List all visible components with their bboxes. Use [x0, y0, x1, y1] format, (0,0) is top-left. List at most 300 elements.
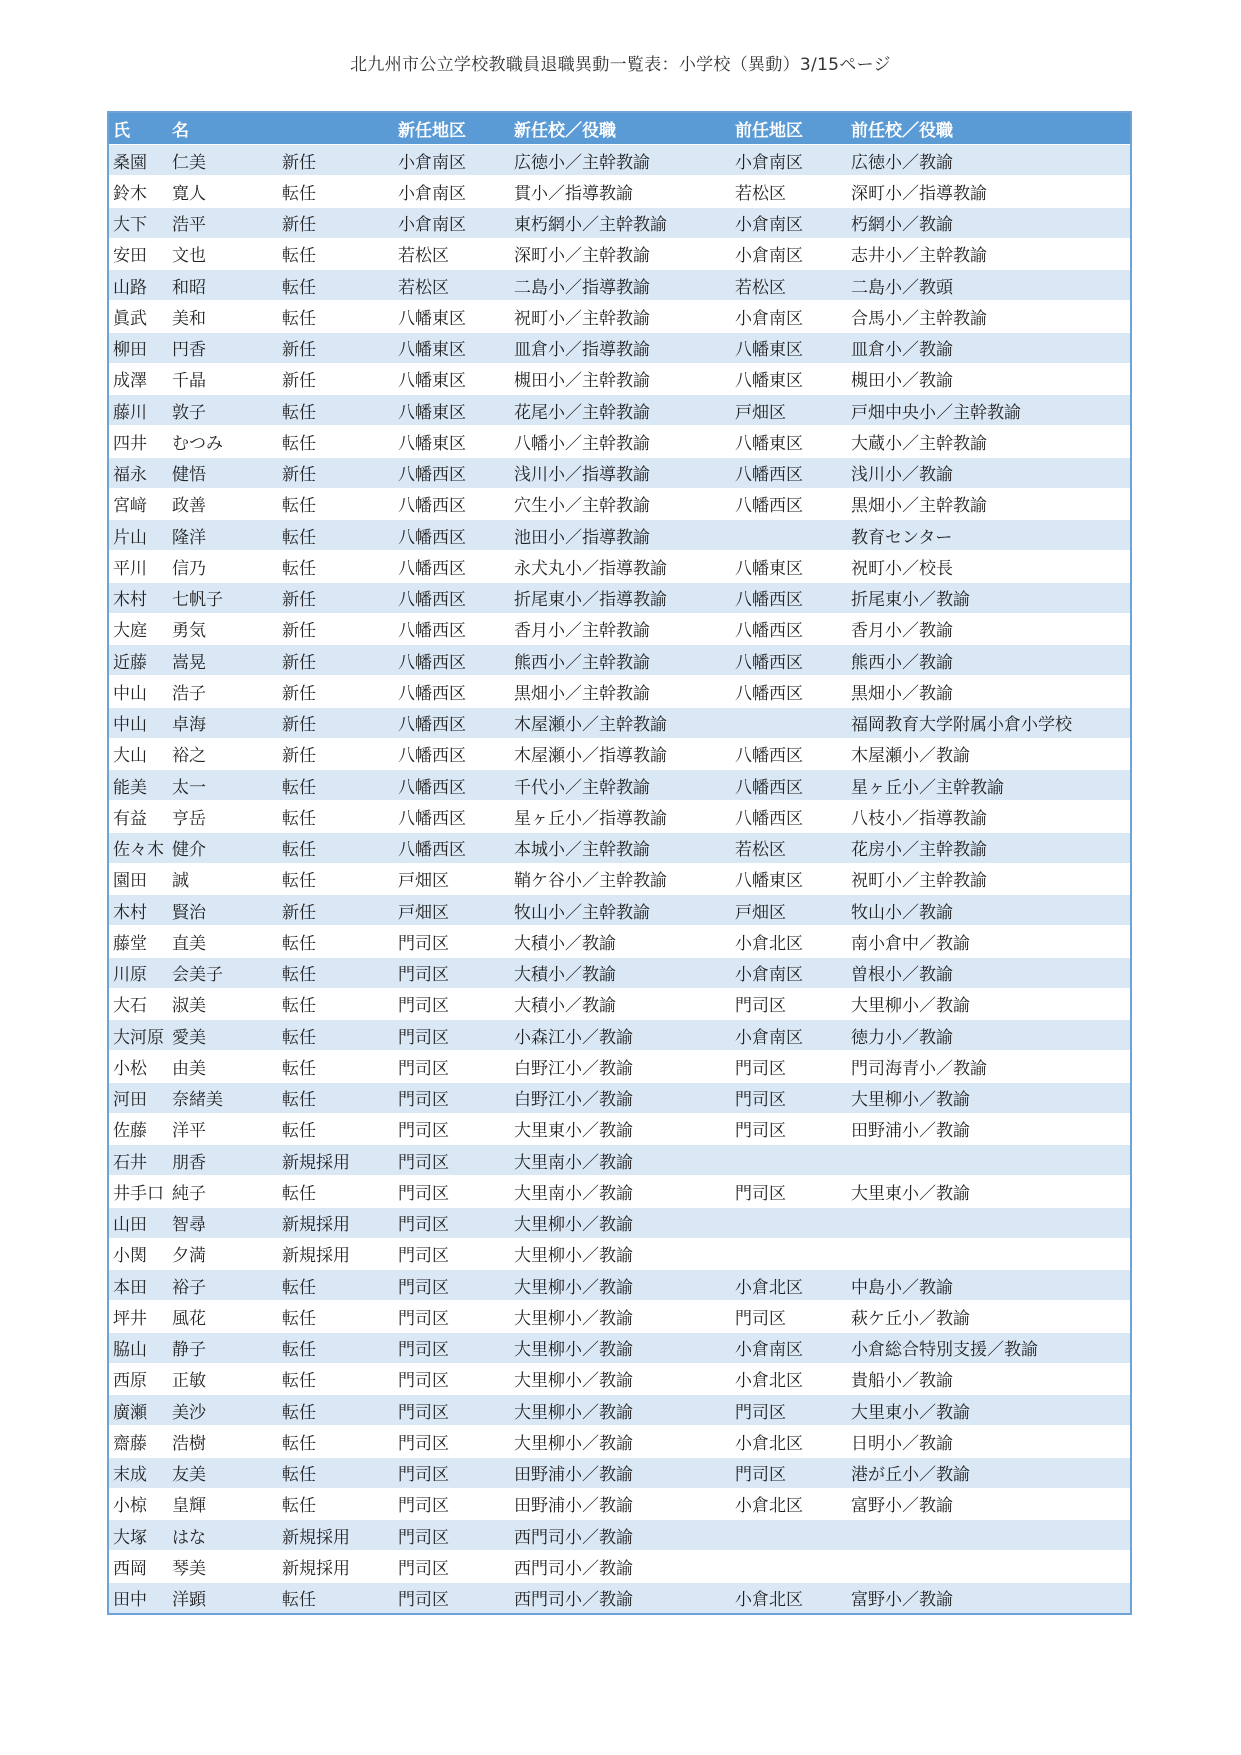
cell-sei: 木村 — [113, 902, 147, 923]
cell-kubun: 転任 — [282, 1058, 316, 1079]
cell-prev-school: 広徳小／教諭 — [851, 152, 953, 173]
cell-new-school: 大里南小／教諭 — [514, 1183, 633, 1204]
cell-prev-school: 香月小／教諭 — [851, 621, 953, 642]
cell-mei: 浩樹 — [172, 1433, 206, 1454]
cell-mei: 琴美 — [172, 1558, 206, 1579]
page-title: 北九州市公立学校教職員退職異動一覧表：小学校（異動）3/15ページ — [350, 55, 891, 75]
cell-kubun: 新任 — [282, 340, 316, 361]
cell-kubun: 新任 — [282, 371, 316, 392]
cell-new-school: 白野江小／教諭 — [514, 1058, 633, 1079]
cell-mei: 朋香 — [172, 1152, 206, 1173]
cell-new-school: 星ヶ丘小／指導教諭 — [514, 808, 667, 829]
cell-prev-area: 八幡東区 — [735, 871, 803, 892]
cell-new-school: 西門司小／教諭 — [514, 1527, 633, 1548]
cell-mei: 政善 — [172, 496, 206, 517]
cell-kubun: 新規採用 — [282, 1527, 350, 1548]
table-body — [109, 144, 1130, 1613]
cell-new-school: 大里東小／教諭 — [514, 1121, 633, 1142]
cell-kubun: 転任 — [282, 1590, 316, 1611]
cell-new-school: 池田小／指導教諭 — [514, 527, 650, 548]
cell-new-area: 小倉南区 — [398, 215, 466, 236]
table-row — [109, 1394, 1130, 1425]
table-row — [109, 769, 1130, 800]
cell-prev-school: 萩ケ丘小／教諭 — [851, 1308, 970, 1329]
cell-sei: 有益 — [113, 808, 147, 829]
cell-new-school: 西門司小／教諭 — [514, 1590, 633, 1611]
cell-new-school: 大里柳小／教諭 — [514, 1277, 633, 1298]
cell-mei: 智尋 — [172, 1215, 206, 1236]
cell-new-area: 門司区 — [398, 1027, 449, 1048]
table-row — [109, 863, 1130, 894]
cell-prev-area: 門司区 — [735, 1183, 786, 1204]
table-row — [109, 144, 1130, 175]
cell-prev-school: 門司海青小／教諭 — [851, 1058, 987, 1079]
cell-mei: 正敏 — [172, 1371, 206, 1392]
cell-mei: 誠 — [172, 871, 189, 892]
cell-new-area: 八幡西区 — [398, 590, 466, 611]
cell-kubun: 転任 — [282, 871, 316, 892]
cell-new-area: 門司区 — [398, 1215, 449, 1236]
cell-prev-area: 門司区 — [735, 1402, 786, 1423]
cell-prev-school: 祝町小／主幹教諭 — [851, 871, 987, 892]
cell-new-school: 大里柳小／教諭 — [514, 1215, 633, 1236]
cell-new-school: 木屋瀬小／主幹教諭 — [514, 715, 667, 736]
cell-mei: 静子 — [172, 1340, 206, 1361]
cell-new-school: 八幡小／主幹教諭 — [514, 433, 650, 454]
cell-mei: 嵩晃 — [172, 652, 206, 673]
cell-sei: 小椋 — [113, 1496, 147, 1517]
cell-prev-school: 南小倉中／教諭 — [851, 933, 970, 954]
cell-new-area: 八幡西区 — [398, 840, 466, 861]
cell-mei: 直美 — [172, 933, 206, 954]
table-row — [109, 1425, 1130, 1456]
table-row — [109, 519, 1130, 550]
cell-sei: 大山 — [113, 746, 147, 767]
cell-sei: 川原 — [113, 965, 147, 986]
cell-new-school: 鞘ケ谷小／主幹教諭 — [514, 871, 667, 892]
cell-prev-area: 八幡東区 — [735, 340, 803, 361]
cell-kubun: 転任 — [282, 183, 316, 204]
cell-prev-school: 皿倉小／教諭 — [851, 340, 953, 361]
cell-mei: 勇気 — [172, 621, 206, 642]
table-row — [109, 894, 1130, 925]
cell-mei: 和昭 — [172, 277, 206, 298]
cell-prev-area: 戸畑区 — [735, 902, 786, 923]
cell-new-area: 門司区 — [398, 1558, 449, 1579]
cell-sei: 成澤 — [113, 371, 147, 392]
cell-new-area: 八幡西区 — [398, 527, 466, 548]
cell-new-school: 大里柳小／教諭 — [514, 1246, 633, 1267]
cell-kubun: 転任 — [282, 1340, 316, 1361]
header-sei: 氏 — [113, 121, 130, 141]
cell-prev-school: 志井小／主幹教諭 — [851, 246, 987, 267]
table-row — [109, 1175, 1130, 1206]
cell-kubun: 転任 — [282, 1402, 316, 1423]
table-row — [109, 1144, 1130, 1175]
cell-new-area: 戸畑区 — [398, 871, 449, 892]
cell-new-area: 門司区 — [398, 1402, 449, 1423]
header-new-school: 新任校／役職 — [514, 121, 616, 141]
cell-new-area: 八幡西区 — [398, 465, 466, 486]
cell-new-area: 若松区 — [398, 246, 449, 267]
cell-prev-area: 若松区 — [735, 840, 786, 861]
cell-prev-area: 小倉北区 — [735, 1371, 803, 1392]
cell-prev-area: 小倉北区 — [735, 1277, 803, 1298]
cell-prev-area: 八幡西区 — [735, 465, 803, 486]
cell-sei: 山田 — [113, 1215, 147, 1236]
cell-kubun: 新任 — [282, 152, 316, 173]
cell-new-area: 戸畑区 — [398, 902, 449, 923]
cell-new-area: 門司区 — [398, 996, 449, 1017]
cell-new-school: 槻田小／主幹教諭 — [514, 371, 650, 392]
table-row — [109, 957, 1130, 988]
cell-kubun: 新任 — [282, 715, 316, 736]
cell-mei: 洋平 — [172, 1121, 206, 1142]
table-row — [109, 300, 1130, 331]
table-row — [109, 988, 1130, 1019]
cell-prev-school: 曽根小／教諭 — [851, 965, 953, 986]
cell-new-area: 小倉南区 — [398, 183, 466, 204]
cell-mei: 美和 — [172, 308, 206, 329]
cell-kubun: 転任 — [282, 308, 316, 329]
cell-new-area: 門司区 — [398, 965, 449, 986]
cell-prev-school: 日明小／教諭 — [851, 1433, 953, 1454]
table-row — [109, 1332, 1130, 1363]
cell-prev-school: 貴船小／教諭 — [851, 1371, 953, 1392]
table-row — [109, 707, 1130, 738]
cell-prev-area: 戸畑区 — [735, 402, 786, 423]
cell-new-school: 熊西小／主幹教諭 — [514, 652, 650, 673]
cell-prev-area: 八幡西区 — [735, 496, 803, 517]
cell-kubun: 新任 — [282, 590, 316, 611]
cell-sei: 大下 — [113, 215, 147, 236]
cell-new-school: 大積小／教諭 — [514, 933, 616, 954]
cell-new-area: 小倉南区 — [398, 152, 466, 173]
cell-mei: 愛美 — [172, 1027, 206, 1048]
cell-new-school: 花尾小／主幹教諭 — [514, 402, 650, 423]
cell-new-school: 黒畑小／主幹教諭 — [514, 683, 650, 704]
cell-sei: 大塚 — [113, 1527, 147, 1548]
cell-kubun: 転任 — [282, 1121, 316, 1142]
cell-sei: 宮﨑 — [113, 496, 147, 517]
cell-sei: 西原 — [113, 1371, 147, 1392]
table-row — [109, 1550, 1130, 1581]
cell-kubun: 新任 — [282, 652, 316, 673]
cell-prev-school: 福岡教育大学附属小倉小学校 — [851, 715, 1072, 736]
cell-new-school: 本城小／主幹教諭 — [514, 840, 650, 861]
table-row — [109, 363, 1130, 394]
cell-mei: 裕子 — [172, 1277, 206, 1298]
cell-mei: 浩子 — [172, 683, 206, 704]
cell-kubun: 転任 — [282, 1027, 316, 1048]
cell-mei: 文也 — [172, 246, 206, 267]
table-row — [109, 1019, 1130, 1050]
cell-new-area: 門司区 — [398, 1090, 449, 1111]
cell-kubun: 新任 — [282, 902, 316, 923]
cell-sei: 中山 — [113, 715, 147, 736]
cell-sei: 石井 — [113, 1152, 147, 1173]
cell-sei: 佐々木 — [113, 840, 164, 861]
cell-prev-school: 合馬小／主幹教諭 — [851, 308, 987, 329]
cell-kubun: 転任 — [282, 808, 316, 829]
cell-new-area: 八幡西区 — [398, 808, 466, 829]
cell-sei: 坪井 — [113, 1308, 147, 1329]
cell-sei: 大河原 — [113, 1027, 164, 1048]
cell-new-school: 大積小／教諭 — [514, 996, 616, 1017]
cell-new-area: 門司区 — [398, 1433, 449, 1454]
cell-new-area: 門司区 — [398, 1152, 449, 1173]
cell-prev-area: 八幡西区 — [735, 621, 803, 642]
cell-prev-area: 若松区 — [735, 183, 786, 204]
cell-new-school: 白野江小／教諭 — [514, 1090, 633, 1111]
cell-new-area: 八幡西区 — [398, 621, 466, 642]
cell-prev-area: 八幡東区 — [735, 558, 803, 579]
cell-new-school: 大里南小／教諭 — [514, 1152, 633, 1173]
cell-prev-school: 朽網小／教諭 — [851, 215, 953, 236]
cell-prev-school: 大里東小／教諭 — [851, 1402, 970, 1423]
cell-mei: 友美 — [172, 1465, 206, 1486]
cell-mei: 健悟 — [172, 465, 206, 486]
table-row — [109, 582, 1130, 613]
cell-sei: 能美 — [113, 777, 147, 798]
table-row — [109, 800, 1130, 831]
cell-kubun: 新規採用 — [282, 1246, 350, 1267]
cell-prev-school: 徳力小／教諭 — [851, 1027, 953, 1048]
cell-prev-area: 小倉北区 — [735, 1496, 803, 1517]
cell-new-area: 門司区 — [398, 1340, 449, 1361]
cell-sei: 大庭 — [113, 621, 147, 642]
cell-prev-school: 戸畑中央小／主幹教諭 — [851, 402, 1021, 423]
cell-sei: 井手口 — [113, 1183, 164, 1204]
cell-prev-area: 八幡西区 — [735, 590, 803, 611]
cell-prev-area: 門司区 — [735, 996, 786, 1017]
cell-kubun: 新任 — [282, 746, 316, 767]
cell-kubun: 転任 — [282, 996, 316, 1017]
table-row — [109, 332, 1130, 363]
cell-sei: 福永 — [113, 465, 147, 486]
cell-new-school: 皿倉小／指導教諭 — [514, 340, 650, 361]
cell-new-area: 門司区 — [398, 1308, 449, 1329]
cell-kubun: 新任 — [282, 215, 316, 236]
cell-prev-area: 小倉南区 — [735, 152, 803, 173]
cell-kubun: 転任 — [282, 496, 316, 517]
cell-sei: 園田 — [113, 871, 147, 892]
cell-prev-area: 若松区 — [735, 277, 786, 298]
table-row — [109, 394, 1130, 425]
cell-new-area: 八幡東区 — [398, 340, 466, 361]
cell-kubun: 転任 — [282, 433, 316, 454]
cell-kubun: 転任 — [282, 527, 316, 548]
cell-kubun: 転任 — [282, 402, 316, 423]
cell-prev-area: 小倉南区 — [735, 1340, 803, 1361]
cell-sei: 西岡 — [113, 1558, 147, 1579]
cell-sei: 安田 — [113, 246, 147, 267]
cell-new-area: 門司区 — [398, 1058, 449, 1079]
cell-new-school: 牧山小／主幹教諭 — [514, 902, 650, 923]
cell-new-school: 深町小／主幹教諭 — [514, 246, 650, 267]
cell-new-school: 貫小／指導教諭 — [514, 183, 633, 204]
cell-prev-school: 大里東小／教諭 — [851, 1183, 970, 1204]
cell-sei: 四井 — [113, 433, 147, 454]
table-row — [109, 238, 1130, 269]
cell-kubun: 転任 — [282, 1496, 316, 1517]
table-row — [109, 1582, 1130, 1613]
cell-sei: 近藤 — [113, 652, 147, 673]
cell-new-school: 大里柳小／教諭 — [514, 1340, 633, 1361]
cell-new-school: 大積小／教諭 — [514, 965, 616, 986]
table-row — [109, 425, 1130, 456]
cell-kubun: 転任 — [282, 840, 316, 861]
cell-kubun: 転任 — [282, 1308, 316, 1329]
cell-sei: 小関 — [113, 1246, 147, 1267]
cell-prev-area: 八幡西区 — [735, 808, 803, 829]
table-row — [109, 832, 1130, 863]
cell-sei: 脇山 — [113, 1340, 147, 1361]
cell-prev-area: 門司区 — [735, 1308, 786, 1329]
cell-mei: 賢治 — [172, 902, 206, 923]
cell-prev-area: 八幡東区 — [735, 433, 803, 454]
cell-mei: 純子 — [172, 1183, 206, 1204]
cell-prev-school: 大里柳小／教諭 — [851, 1090, 970, 1111]
cell-new-area: 八幡東区 — [398, 433, 466, 454]
cell-mei: 美沙 — [172, 1402, 206, 1423]
cell-prev-school: 熊西小／教諭 — [851, 652, 953, 673]
cell-prev-area: 門司区 — [735, 1058, 786, 1079]
cell-mei: 奈緒美 — [172, 1090, 223, 1111]
cell-prev-school: 富野小／教諭 — [851, 1496, 953, 1517]
cell-new-area: 門司区 — [398, 1371, 449, 1392]
cell-mei: 隆洋 — [172, 527, 206, 548]
cell-prev-school: 港が丘小／教諭 — [851, 1465, 970, 1486]
cell-prev-area: 小倉南区 — [735, 246, 803, 267]
header-prev-area: 前任地区 — [735, 121, 803, 141]
cell-mei: 太一 — [172, 777, 206, 798]
cell-prev-area: 門司区 — [735, 1090, 786, 1111]
header-new-area: 新任地区 — [398, 121, 466, 141]
cell-new-school: 小森江小／教諭 — [514, 1027, 633, 1048]
cell-kubun: 新任 — [282, 465, 316, 486]
cell-new-school: 大里柳小／教諭 — [514, 1433, 633, 1454]
table-row — [109, 644, 1130, 675]
cell-sei: 鈴木 — [113, 183, 147, 204]
table-row — [109, 1269, 1130, 1300]
cell-mei: 浩平 — [172, 215, 206, 236]
cell-new-area: 門司区 — [398, 933, 449, 954]
cell-sei: 小松 — [113, 1058, 147, 1079]
table-row — [109, 269, 1130, 300]
table-row — [109, 550, 1130, 581]
cell-kubun: 転任 — [282, 1465, 316, 1486]
cell-sei: 柳田 — [113, 340, 147, 361]
table-row — [109, 925, 1130, 956]
cell-prev-school: 浅川小／教諭 — [851, 465, 953, 486]
cell-kubun: 転任 — [282, 1090, 316, 1111]
cell-prev-school: 祝町小／校長 — [851, 558, 953, 579]
cell-prev-area: 八幡西区 — [735, 746, 803, 767]
cell-prev-school: 牧山小／教諭 — [851, 902, 953, 923]
cell-new-school: 二島小／指導教諭 — [514, 277, 650, 298]
cell-mei: 円香 — [172, 340, 206, 361]
table-header-row — [109, 113, 1130, 144]
cell-sei: 佐藤 — [113, 1121, 147, 1142]
cell-new-area: 門司区 — [398, 1121, 449, 1142]
cell-mei: 裕之 — [172, 746, 206, 767]
cell-kubun: 転任 — [282, 1277, 316, 1298]
table-row — [109, 1363, 1130, 1394]
cell-new-school: 大里柳小／教諭 — [514, 1371, 633, 1392]
cell-mei: 夕満 — [172, 1246, 206, 1267]
cell-new-school: 木屋瀬小／指導教諭 — [514, 746, 667, 767]
cell-sei: 藤堂 — [113, 933, 147, 954]
cell-prev-area: 八幡西区 — [735, 652, 803, 673]
cell-kubun: 転任 — [282, 1433, 316, 1454]
cell-kubun: 転任 — [282, 933, 316, 954]
cell-sei: 本田 — [113, 1277, 147, 1298]
cell-new-area: 八幡西区 — [398, 715, 466, 736]
cell-kubun: 新任 — [282, 621, 316, 642]
cell-prev-school: 富野小／教諭 — [851, 1590, 953, 1611]
cell-mei: 信乃 — [172, 558, 206, 579]
cell-new-school: 広徳小／主幹教諭 — [514, 152, 650, 173]
cell-mei: 敦子 — [172, 402, 206, 423]
cell-prev-school: 花房小／主幹教諭 — [851, 840, 987, 861]
cell-sei: 大石 — [113, 996, 147, 1017]
cell-new-area: 門司区 — [398, 1183, 449, 1204]
cell-kubun: 新規採用 — [282, 1152, 350, 1173]
cell-prev-school: 小倉総合特別支援／教諭 — [851, 1340, 1038, 1361]
cell-new-school: 東朽網小／主幹教諭 — [514, 215, 667, 236]
cell-new-area: 門司区 — [398, 1496, 449, 1517]
cell-prev-area: 八幡東区 — [735, 371, 803, 392]
cell-new-school: 祝町小／主幹教諭 — [514, 308, 650, 329]
cell-new-area: 門司区 — [398, 1527, 449, 1548]
cell-sei: 片山 — [113, 527, 147, 548]
cell-mei: 淑美 — [172, 996, 206, 1017]
cell-new-school: 永犬丸小／指導教諭 — [514, 558, 667, 579]
table-row — [109, 738, 1130, 769]
cell-new-school: 浅川小／指導教諭 — [514, 465, 650, 486]
cell-mei: 寛人 — [172, 183, 206, 204]
cell-sei: 河田 — [113, 1090, 147, 1111]
table-row — [109, 1457, 1130, 1488]
cell-new-area: 八幡西区 — [398, 558, 466, 579]
cell-new-school: 西門司小／教諭 — [514, 1558, 633, 1579]
cell-new-area: 門司区 — [398, 1246, 449, 1267]
cell-prev-school: 中島小／教諭 — [851, 1277, 953, 1298]
table-row — [109, 488, 1130, 519]
table-row — [109, 1519, 1130, 1550]
cell-mei: 千晶 — [172, 371, 206, 392]
cell-kubun: 転任 — [282, 1371, 316, 1392]
cell-prev-area: 小倉北区 — [735, 1433, 803, 1454]
cell-new-area: 門司区 — [398, 1277, 449, 1298]
cell-prev-area: 八幡西区 — [735, 683, 803, 704]
cell-prev-area: 小倉南区 — [735, 308, 803, 329]
cell-sei: 中山 — [113, 683, 147, 704]
cell-new-school: 大里柳小／教諭 — [514, 1308, 633, 1329]
cell-kubun: 転任 — [282, 1183, 316, 1204]
cell-new-school: 田野浦小／教諭 — [514, 1496, 633, 1517]
table-row — [109, 1488, 1130, 1519]
cell-new-area: 八幡西区 — [398, 683, 466, 704]
cell-new-area: 八幡東区 — [398, 308, 466, 329]
cell-mei: 卓海 — [172, 715, 206, 736]
cell-mei: 皇輝 — [172, 1496, 206, 1517]
header-prev-school: 前任校／役職 — [851, 121, 953, 141]
cell-new-area: 八幡東区 — [398, 402, 466, 423]
cell-new-school: 千代小／主幹教諭 — [514, 777, 650, 798]
cell-prev-school: 八枝小／指導教諭 — [851, 808, 987, 829]
